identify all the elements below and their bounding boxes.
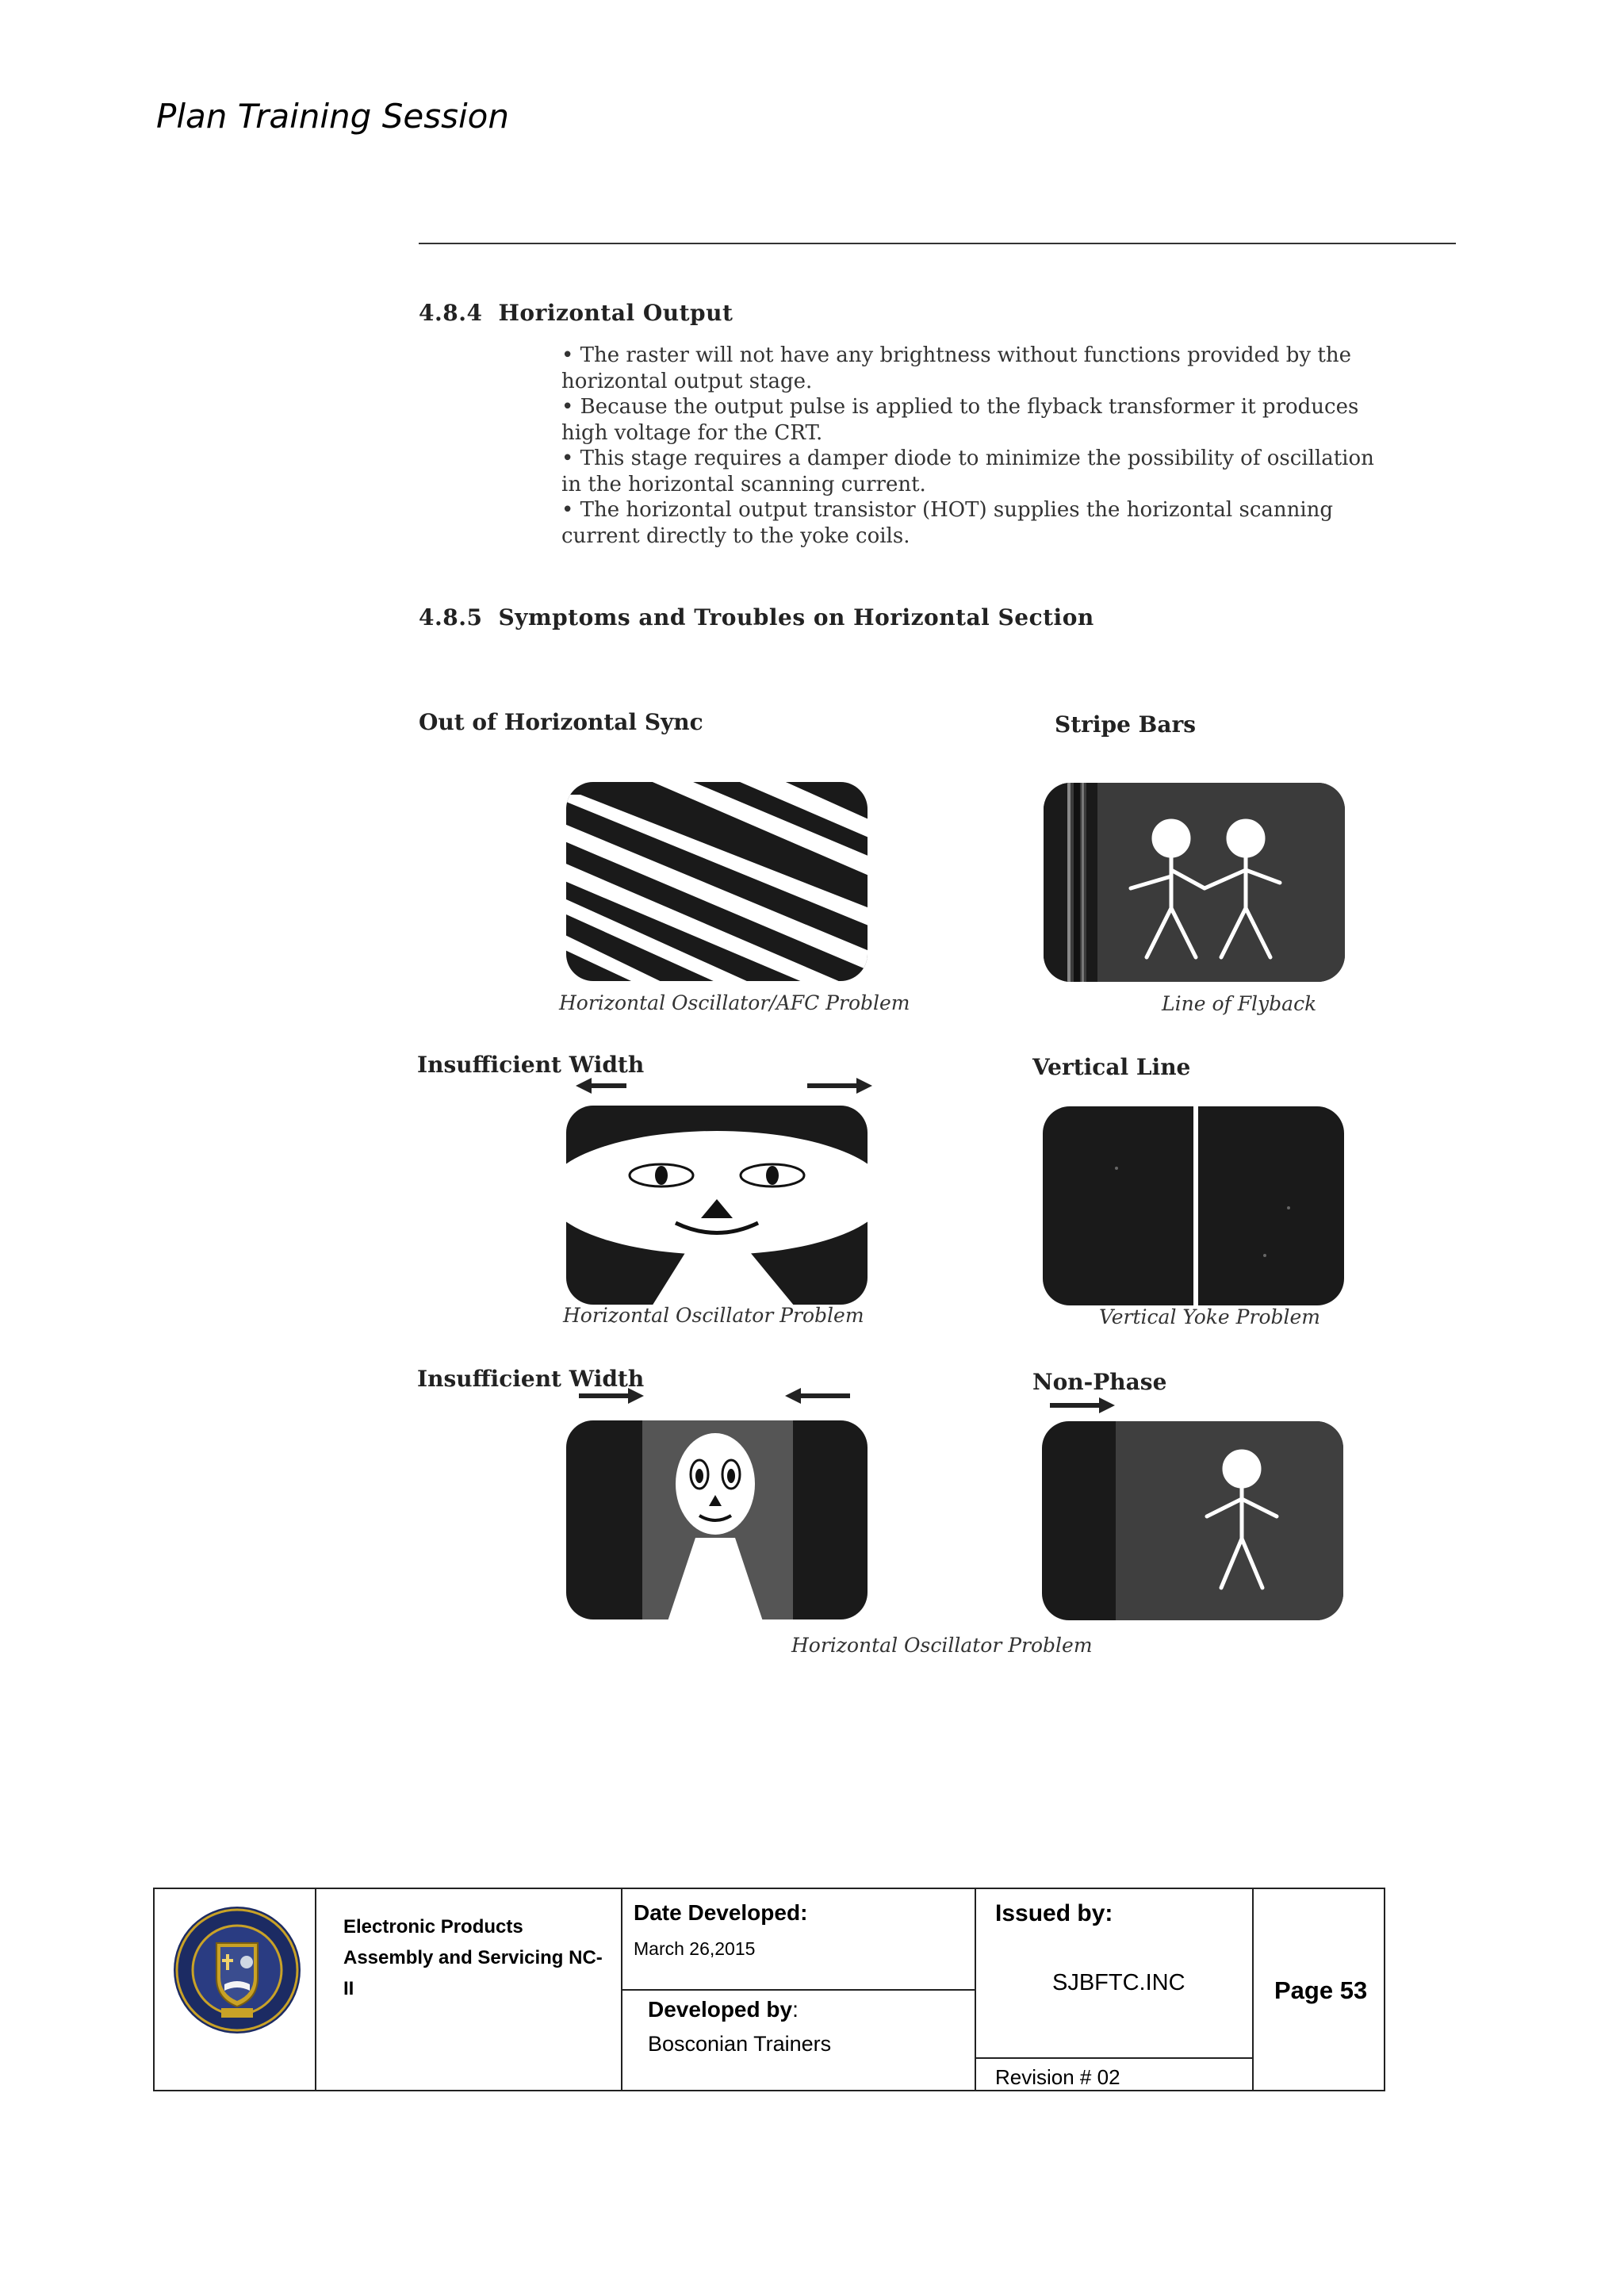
arrow-right-icon: [579, 1388, 644, 1404]
course-line: Assembly and Servicing NC-: [343, 1947, 603, 1968]
arrow-left-icon: [576, 1078, 626, 1094]
bullet-line: • The raster will not have any brightness without functions provided by the: [561, 343, 1351, 367]
bullet-line: • The horizontal output transistor (HOT) supplies the horizontal scanning: [561, 498, 1334, 522]
figure-title-non-phase: Non-Phase: [1032, 1369, 1167, 1395]
footer-table: [153, 1888, 1385, 2091]
caption-insufficient-width: Horizontal Oscillator Problem: [563, 1304, 864, 1327]
course-line: II: [343, 1978, 354, 1999]
page-header-title: Plan Training Session: [156, 97, 509, 136]
bullet-line: horizontal output stage.: [561, 369, 813, 393]
tv-stripe-bars-image: [1042, 781, 1346, 983]
tv-wide-face-image: [565, 1104, 869, 1306]
developed-by-colon: :: [792, 1997, 799, 2022]
divider: [975, 2057, 1252, 2059]
figure-title-insufficient-width: Insufficient Width: [417, 1052, 645, 1078]
figure-title-out-of-sync: Out of Horizontal Sync: [419, 709, 703, 735]
figure-title-vertical-line: Vertical Line: [1032, 1054, 1191, 1080]
arrow-left-icon: [785, 1388, 850, 1404]
figure-title-stripe-bars: Stripe Bars: [1055, 711, 1197, 738]
section-title: Symptoms and Troubles on Horizontal Section: [498, 604, 1094, 631]
course-name: [343, 1911, 613, 2004]
divider: [315, 1889, 316, 2090]
bullet-line: • Because the output pulse is applied to the flyback transformer it produces: [561, 395, 1359, 419]
arrow-right-icon: [807, 1078, 872, 1094]
section-number: 4.8.4: [419, 300, 483, 326]
caption-stripe-bars: Line of Flyback: [1162, 992, 1317, 1015]
date-developed-label: Date Developed:: [634, 1900, 808, 1925]
bullet-line: current directly to the yoke coils.: [561, 523, 910, 548]
section-heading-4-8-5: [419, 604, 1094, 631]
issued-by-value: SJBFTC.INC: [1052, 1970, 1185, 1995]
arrow-right-icon: [1050, 1397, 1115, 1413]
course-line: Electronic Products: [343, 1916, 523, 1938]
divider: [975, 1889, 976, 2090]
issued-by-label: Issued by:: [995, 1900, 1113, 1926]
horizontal-rule: [419, 243, 1456, 244]
section-heading-4-8-4: [419, 300, 733, 326]
divider: [621, 1989, 975, 1991]
bullet-line: • This stage requires a damper diode to minimize the possibility of oscillation: [561, 447, 1374, 470]
developed-by-text: Developed by: [648, 1997, 793, 2022]
figure-title-insufficient-width-2: Insufficient Width: [417, 1366, 645, 1392]
tv-vertical-line-image: [1041, 1105, 1346, 1307]
tv-diagonal-stripes-image: [565, 780, 869, 983]
seal-logo-icon: [172, 1905, 302, 2035]
bullet-line: high voltage for the CRT.: [561, 420, 823, 445]
tv-non-phase-image: [1040, 1420, 1345, 1622]
page-number: Page 53: [1274, 1976, 1368, 2004]
tv-narrow-face-image: [565, 1419, 869, 1621]
developed-by-label: [648, 1997, 799, 2022]
date-developed-value: March 26,2015: [634, 1938, 756, 1959]
section-title: Horizontal Output: [498, 300, 733, 326]
caption-out-of-sync: Horizontal Oscillator/AFC Problem: [559, 991, 910, 1014]
developed-by-value: Bosconian Trainers: [648, 2032, 832, 2056]
horizontal-output-bullets: [561, 343, 1450, 549]
caption-bottom: Horizontal Oscillator Problem: [791, 1634, 1093, 1657]
section-number: 4.8.5: [419, 604, 483, 631]
bullet-line: in the horizontal scanning current.: [561, 472, 926, 496]
divider: [1252, 1889, 1254, 2090]
caption-vertical-line: Vertical Yoke Problem: [1099, 1305, 1320, 1328]
revision-number: Revision # 02: [995, 2065, 1120, 2089]
